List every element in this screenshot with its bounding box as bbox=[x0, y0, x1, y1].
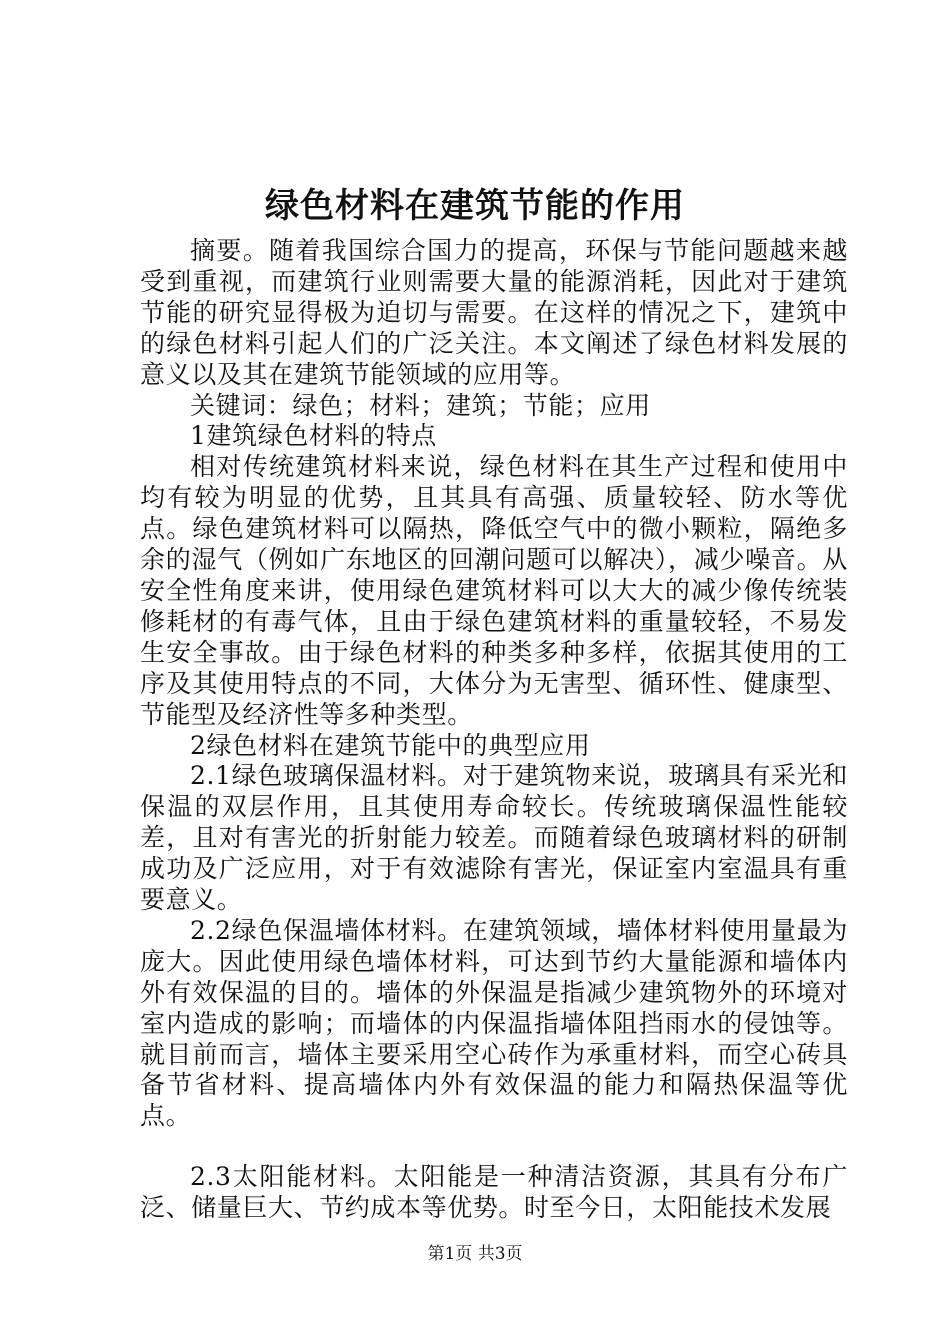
section-heading-2: 2绿色材料在建筑节能中的典型应用 bbox=[190, 730, 591, 760]
section-1-paragraph: 相对传统建筑材料来说，绿色材料在其生产过程和使用中均有较为明显的优势，且其具有高强、质量较轻、防水等优点。绿色建筑材料可以隔热，降低空气中的微小颗粒，隔绝多余的湿气（例如广东地区的回潮问题可以解决），减少噪音。从安全性角度来讲，使用绿色建筑材料可以大大的减少像传统装修耗材的有毒气体，且由于绿色建筑材料的重量较轻，不易发生安全事故。由于绿色材料的种类多种多样，依据其使用的工序及其使用特点的不同，大体分为无害型、循环性、健康型、节能型及经济性等多种类型。 bbox=[140, 452, 848, 729]
section-2-3-paragraph: 2.3太阳能材料。太阳能是一种清洁资源，其具有分布广泛、储量巨大、节约成本等优势。时至今日，太阳能技术发展 bbox=[140, 1162, 848, 1223]
section-2-2-paragraph: 2.2绿色保温墙体材料。在建筑领域，墙体材料使用量最为庞大。因此使用绿色墙体材料，可达到节约大量能源和墙体内外有效保温的目的。墙体的外保温是指减少建筑物外的环境对室内造成的影响；而墙体的内保温指墙体阻挡雨水的侵蚀等。就目前而言，墙体主要采用空心砖作为承重材料，而空心砖具备节省材料、提高墙体内外有效保温的能力和隔热保温等优点。 bbox=[140, 915, 848, 1131]
keywords-line: 关键词：绿色；材料；建筑；节能；应用 bbox=[190, 390, 651, 420]
document-title: 绿色材料在建筑节能的作用 bbox=[265, 186, 685, 226]
document-body bbox=[140, 236, 848, 1224]
page-footer: 第1页 共3页 bbox=[427, 1244, 523, 1264]
abstract-paragraph: 摘要。随着我国综合国力的提高，环保与节能问题越来越受到重视，而建筑行业则需要大量的能源消耗，因此对于建筑节能的研究显得极为迫切与需要。在这样的情况之下，建筑中的绿色材料引起人们的广泛关注。本文阐述了绿色材料发展的意义以及其在建筑节能领域的应用等。 bbox=[140, 236, 848, 389]
section-heading-1: 1建筑绿色材料的特点 bbox=[190, 421, 437, 451]
section-2-1-paragraph: 2.1绿色玻璃保温材料。对于建筑物来说，玻璃具有采光和保温的双层作用，且其使用寿命较长。传统玻璃保温性能较差，且对有害光的折射能力较差。而随着绿色玻璃材料的研制成功及广泛应用，对于有效滤除有害光，保证室内室温具有重要意义。 bbox=[140, 761, 848, 915]
